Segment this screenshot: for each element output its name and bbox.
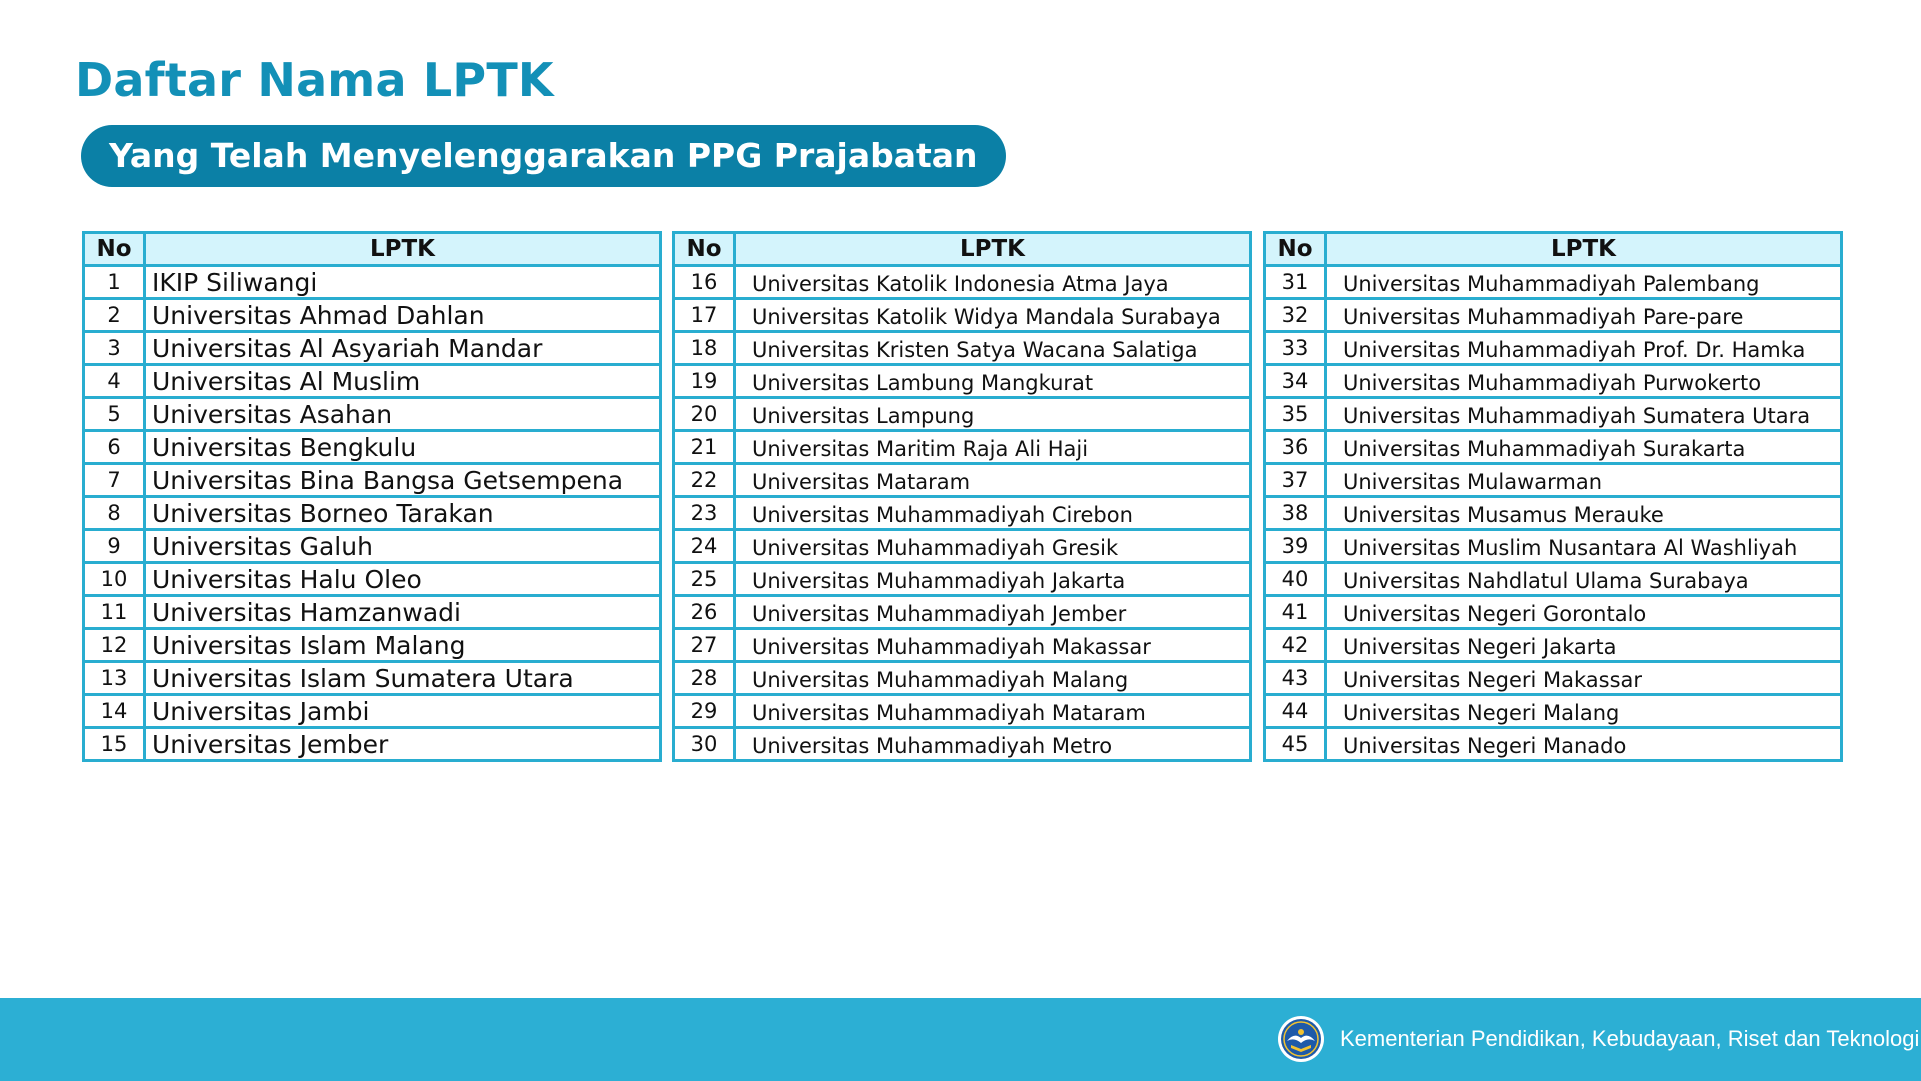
table-row — [1265, 596, 1842, 629]
table-row — [674, 728, 1251, 761]
row-number: 33 — [1265, 332, 1326, 365]
table-row — [84, 695, 661, 728]
lptk-name: Universitas Muhammadiyah Cirebon — [735, 497, 1251, 530]
row-number: 20 — [674, 398, 735, 431]
row-number: 34 — [1265, 365, 1326, 398]
row-number: 17 — [674, 299, 735, 332]
table-row — [674, 464, 1251, 497]
row-number: 31 — [1265, 266, 1326, 299]
lptk-name: Universitas Kristen Satya Wacana Salatiga — [735, 332, 1251, 365]
row-number: 42 — [1265, 629, 1326, 662]
row-number: 25 — [674, 563, 735, 596]
row-number: 41 — [1265, 596, 1326, 629]
lptk-name: Universitas Muhammadiyah Jakarta — [735, 563, 1251, 596]
table-row — [1265, 530, 1842, 563]
table-row — [674, 695, 1251, 728]
row-number: 28 — [674, 662, 735, 695]
table-row — [674, 497, 1251, 530]
row-number: 24 — [674, 530, 735, 563]
table-row — [1265, 629, 1842, 662]
row-number: 35 — [1265, 398, 1326, 431]
lptk-name: Universitas Katolik Widya Mandala Surabaya — [735, 299, 1251, 332]
lptk-name: Universitas Ahmad Dahlan — [145, 299, 661, 332]
row-number: 11 — [84, 596, 145, 629]
row-number: 7 — [84, 464, 145, 497]
row-number: 15 — [84, 728, 145, 761]
table-row — [1265, 266, 1842, 299]
row-number: 14 — [84, 695, 145, 728]
lptk-name: Universitas Al Muslim — [145, 365, 661, 398]
table-row — [1265, 365, 1842, 398]
row-number: 36 — [1265, 431, 1326, 464]
table-row — [84, 563, 661, 596]
row-number: 40 — [1265, 563, 1326, 596]
table-row — [674, 596, 1251, 629]
table-row — [1265, 563, 1842, 596]
row-number: 43 — [1265, 662, 1326, 695]
lptk-name: Universitas Lambung Mangkurat — [735, 365, 1251, 398]
row-number: 30 — [674, 728, 735, 761]
table-row — [84, 266, 661, 299]
lptk-name: Universitas Muhammadiyah Surakarta — [1326, 431, 1842, 464]
row-number: 27 — [674, 629, 735, 662]
table-row — [674, 530, 1251, 563]
lptk-name: Universitas Mulawarman — [1326, 464, 1842, 497]
row-number: 12 — [84, 629, 145, 662]
row-number: 26 — [674, 596, 735, 629]
lptk-name: Universitas Al Asyariah Mandar — [145, 332, 661, 365]
table-header-row — [1265, 233, 1842, 266]
lptk-name: Universitas Katolik Indonesia Atma Jaya — [735, 266, 1251, 299]
lptk-name: Universitas Negeri Malang — [1326, 695, 1842, 728]
table-row — [1265, 497, 1842, 530]
table-row — [84, 299, 661, 332]
row-number: 4 — [84, 365, 145, 398]
column-header-no: No — [674, 233, 735, 266]
lptk-name: Universitas Jember — [145, 728, 661, 761]
row-number: 13 — [84, 662, 145, 695]
row-number: 21 — [674, 431, 735, 464]
row-number: 3 — [84, 332, 145, 365]
lptk-name: Universitas Musamus Merauke — [1326, 497, 1842, 530]
lptk-name: Universitas Halu Oleo — [145, 563, 661, 596]
table-row — [674, 398, 1251, 431]
lptk-name: Universitas Muhammadiyah Prof. Dr. Hamka — [1326, 332, 1842, 365]
lptk-name: Universitas Negeri Jakarta — [1326, 629, 1842, 662]
row-number: 9 — [84, 530, 145, 563]
row-number: 19 — [674, 365, 735, 398]
lptk-table-2 — [672, 231, 1252, 762]
row-number: 6 — [84, 431, 145, 464]
lptk-name: Universitas Galuh — [145, 530, 661, 563]
lptk-name: Universitas Asahan — [145, 398, 661, 431]
row-number: 32 — [1265, 299, 1326, 332]
table-row — [84, 431, 661, 464]
table-row — [1265, 398, 1842, 431]
table-row — [1265, 728, 1842, 761]
lptk-name: Universitas Mataram — [735, 464, 1251, 497]
footer-ministry-name: Kementerian Pendidikan, Kebudayaan, Riset dan Teknologi — [1340, 1026, 1920, 1051]
lptk-name: Universitas Muhammadiyah Palembang — [1326, 266, 1842, 299]
table-row — [84, 365, 661, 398]
table-row — [674, 431, 1251, 464]
lptk-name: Universitas Muhammadiyah Purwokerto — [1326, 365, 1842, 398]
lptk-name: Universitas Lampung — [735, 398, 1251, 431]
lptk-name: Universitas Muhammadiyah Malang — [735, 662, 1251, 695]
table-row — [84, 398, 661, 431]
row-number: 29 — [674, 695, 735, 728]
subtitle-banner: Yang Telah Menyelenggarakan PPG Prajabatan — [81, 125, 1006, 187]
lptk-table-1 — [82, 231, 662, 762]
row-number: 2 — [84, 299, 145, 332]
table-row — [674, 629, 1251, 662]
table-row — [1265, 464, 1842, 497]
row-number: 45 — [1265, 728, 1326, 761]
lptk-name: Universitas Maritim Raja Ali Haji — [735, 431, 1251, 464]
row-number: 8 — [84, 497, 145, 530]
lptk-name: Universitas Negeri Makassar — [1326, 662, 1842, 695]
lptk-name: Universitas Muhammadiyah Jember — [735, 596, 1251, 629]
lptk-name: Universitas Jambi — [145, 695, 661, 728]
lptk-name: Universitas Muhammadiyah Sumatera Utara — [1326, 398, 1842, 431]
table-row — [84, 530, 661, 563]
lptk-name: Universitas Nahdlatul Ulama Surabaya — [1326, 563, 1842, 596]
table-row — [674, 563, 1251, 596]
row-number: 10 — [84, 563, 145, 596]
table-row — [1265, 332, 1842, 365]
table-row — [674, 332, 1251, 365]
lptk-name: Universitas Islam Malang — [145, 629, 661, 662]
table-row — [674, 299, 1251, 332]
lptk-name: Universitas Muslim Nusantara Al Washliyah — [1326, 530, 1842, 563]
table-row — [84, 332, 661, 365]
row-number: 39 — [1265, 530, 1326, 563]
table-row — [84, 464, 661, 497]
table-row — [84, 662, 661, 695]
column-header-lptk: LPTK — [1326, 233, 1842, 266]
lptk-name: Universitas Muhammadiyah Metro — [735, 728, 1251, 761]
lptk-table-3 — [1263, 231, 1843, 762]
row-number: 18 — [674, 332, 735, 365]
lptk-name: Universitas Muhammadiyah Mataram — [735, 695, 1251, 728]
table-row — [1265, 431, 1842, 464]
page-title: Daftar Nama LPTK — [75, 53, 554, 107]
lptk-name: Universitas Negeri Manado — [1326, 728, 1842, 761]
column-header-lptk: LPTK — [735, 233, 1251, 266]
table-row — [1265, 299, 1842, 332]
row-number: 23 — [674, 497, 735, 530]
row-number: 5 — [84, 398, 145, 431]
row-number: 16 — [674, 266, 735, 299]
row-number: 44 — [1265, 695, 1326, 728]
column-header-lptk: LPTK — [145, 233, 661, 266]
table-row — [1265, 695, 1842, 728]
table-header-row — [674, 233, 1251, 266]
row-number: 37 — [1265, 464, 1326, 497]
lptk-name: Universitas Bina Bangsa Getsempena — [145, 464, 661, 497]
table-row — [84, 728, 661, 761]
table-row — [84, 497, 661, 530]
tut-wuri-handayani-logo-icon — [1277, 1015, 1325, 1063]
row-number: 22 — [674, 464, 735, 497]
lptk-name: Universitas Muhammadiyah Gresik — [735, 530, 1251, 563]
table-row — [84, 629, 661, 662]
column-header-no: No — [1265, 233, 1326, 266]
column-header-no: No — [84, 233, 145, 266]
row-number: 38 — [1265, 497, 1326, 530]
lptk-name: Universitas Bengkulu — [145, 431, 661, 464]
table-row — [1265, 662, 1842, 695]
lptk-name: IKIP Siliwangi — [145, 266, 661, 299]
lptk-name: Universitas Hamzanwadi — [145, 596, 661, 629]
row-number: 1 — [84, 266, 145, 299]
lptk-name: Universitas Muhammadiyah Makassar — [735, 629, 1251, 662]
table-row — [674, 365, 1251, 398]
lptk-name: Universitas Islam Sumatera Utara — [145, 662, 661, 695]
table-row — [674, 662, 1251, 695]
table-row — [84, 596, 661, 629]
lptk-name: Universitas Negeri Gorontalo — [1326, 596, 1842, 629]
lptk-name: Universitas Muhammadiyah Pare-pare — [1326, 299, 1842, 332]
lptk-name: Universitas Borneo Tarakan — [145, 497, 661, 530]
table-row — [674, 266, 1251, 299]
table-header-row — [84, 233, 661, 266]
